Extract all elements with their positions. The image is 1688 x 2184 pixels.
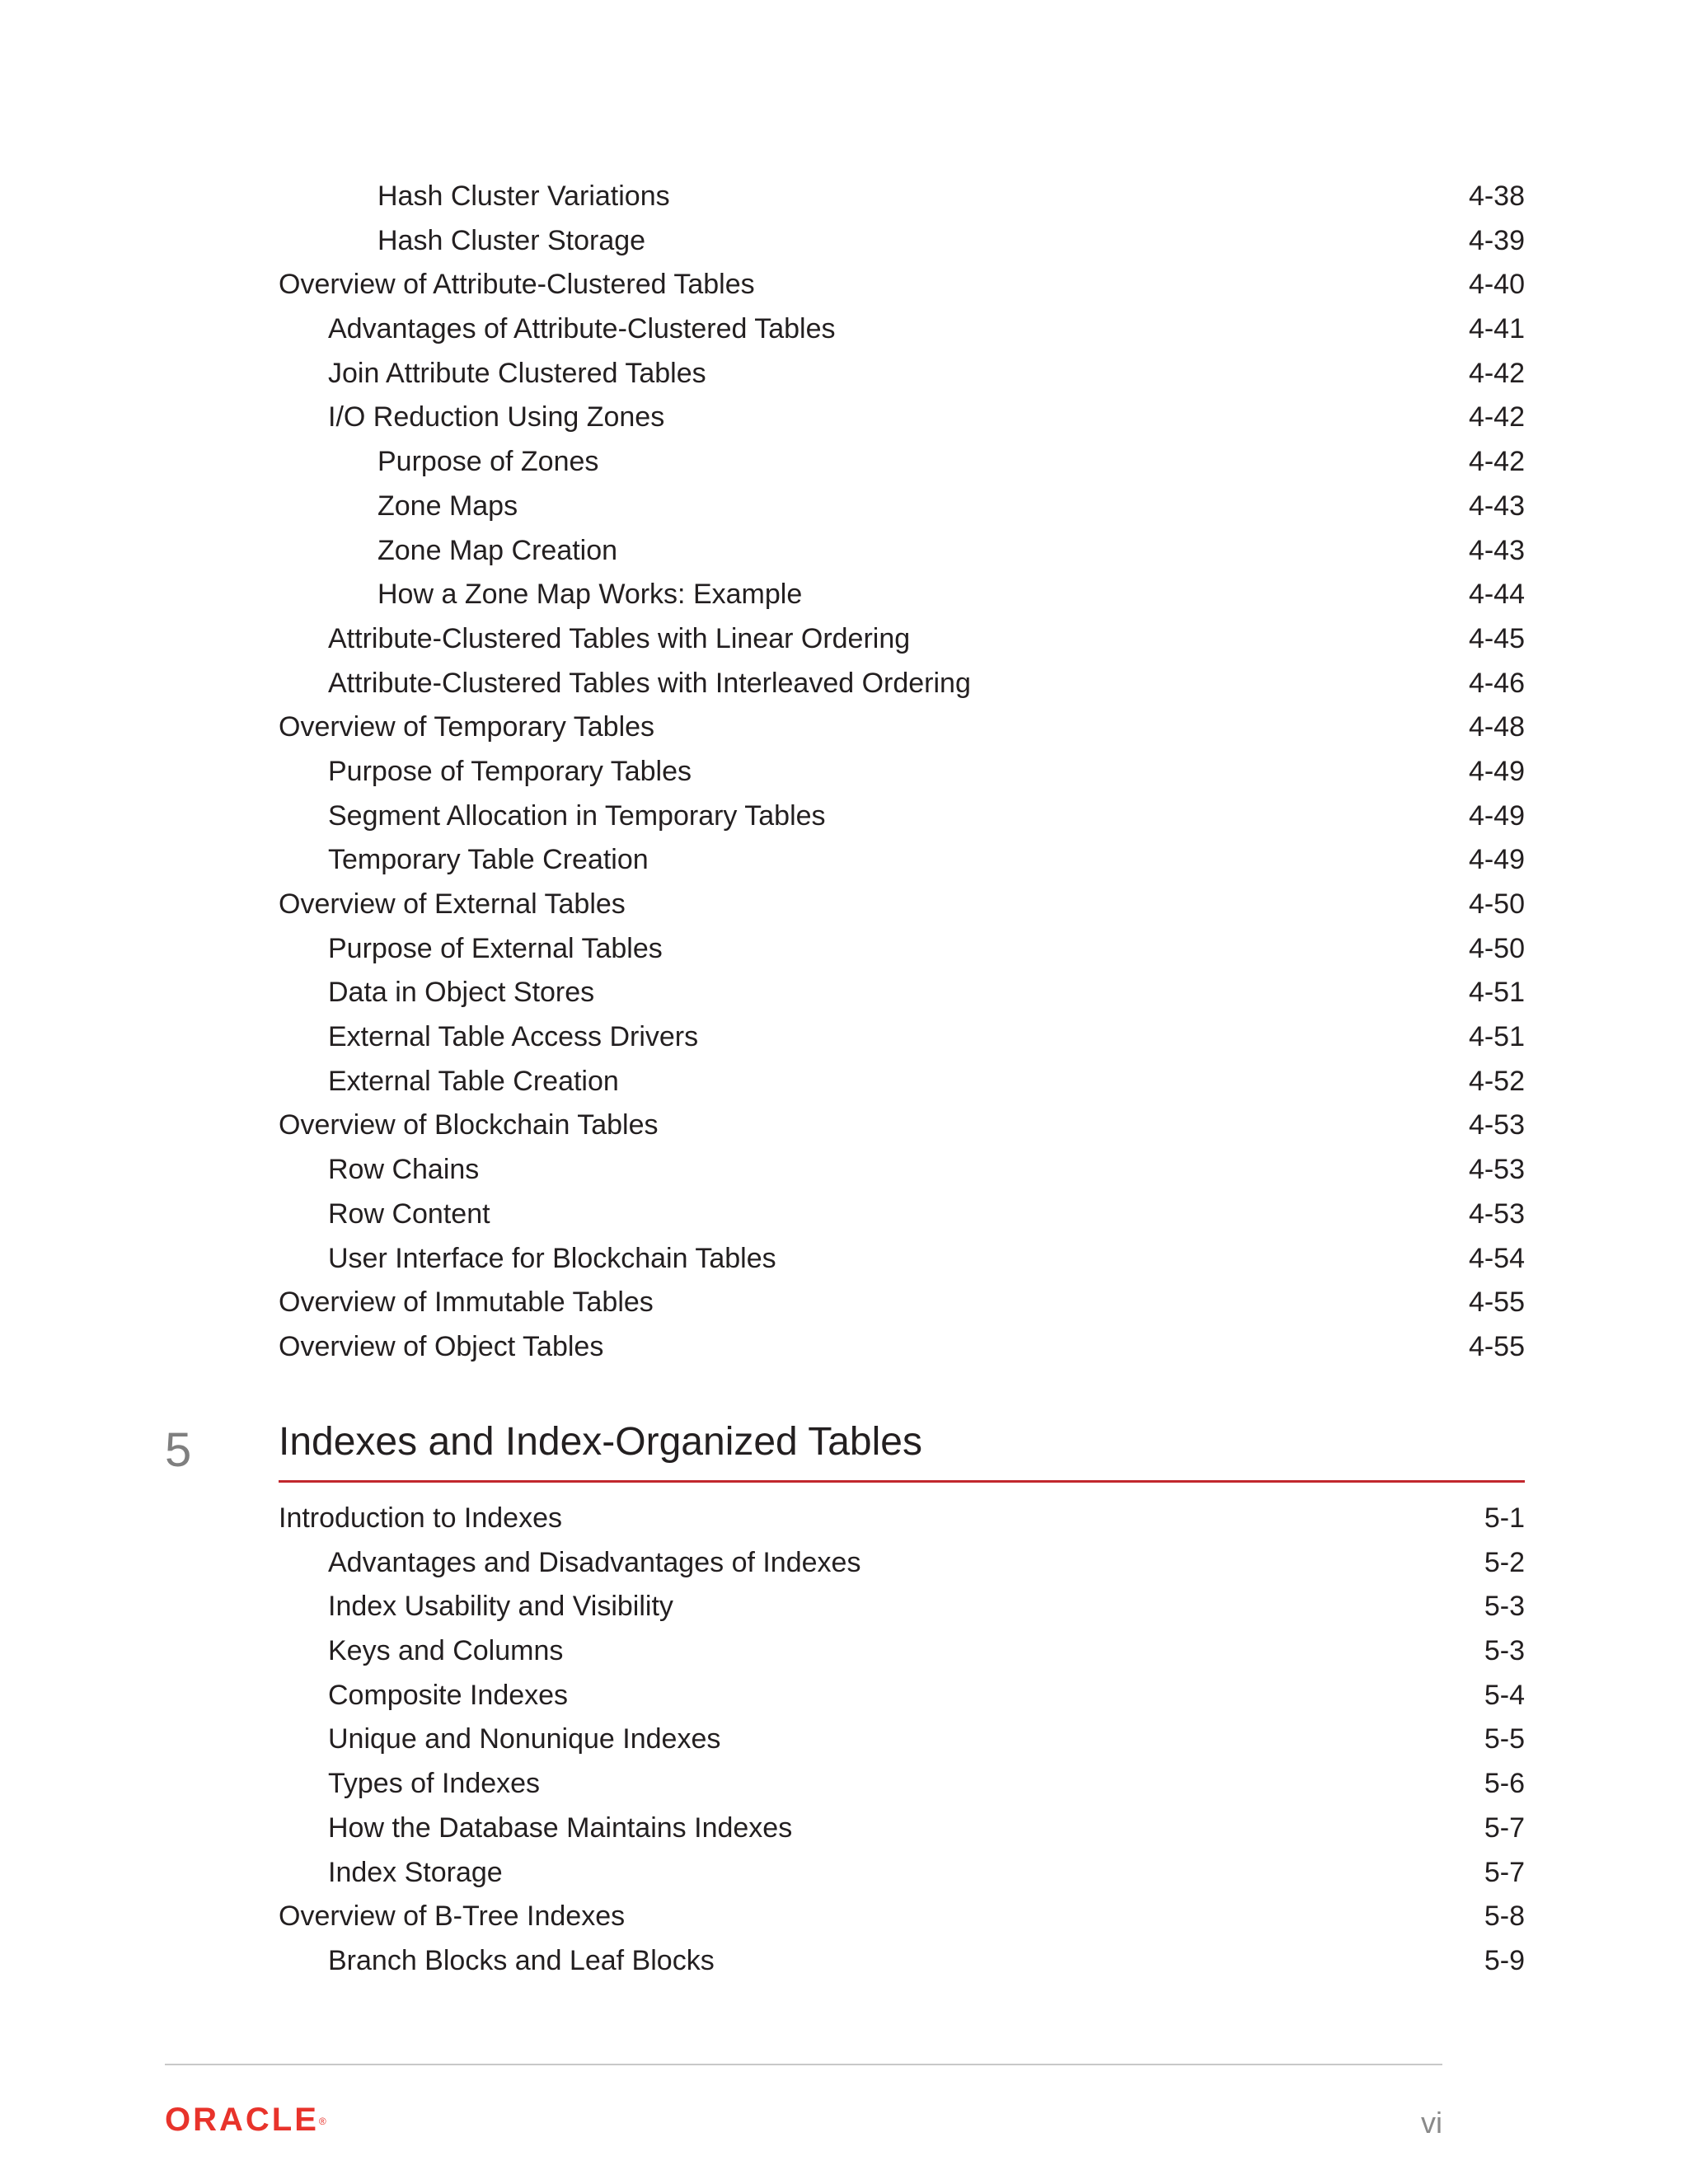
- toc-entry[interactable]: [279, 1015, 1525, 1060]
- toc-entry-title[interactable]: Index Usability and Visibility: [328, 1591, 673, 1623]
- toc-entry-title[interactable]: Types of Indexes: [328, 1768, 541, 1800]
- toc-entry-page[interactable]: 5-4: [1484, 1679, 1525, 1711]
- toc-entry[interactable]: [279, 263, 1525, 307]
- toc-entry-title[interactable]: Keys and Columns: [328, 1635, 564, 1667]
- toc-entry[interactable]: [279, 352, 1525, 396]
- toc-entry[interactable]: [279, 307, 1525, 352]
- toc-entry-page[interactable]: 5-3: [1484, 1635, 1525, 1667]
- toc-entry[interactable]: [279, 1585, 1525, 1629]
- toc-entry-page[interactable]: 4-41: [1468, 313, 1525, 345]
- toc-entry[interactable]: [279, 705, 1525, 750]
- toc-entry[interactable]: [279, 1237, 1525, 1282]
- toc-entry[interactable]: [279, 750, 1525, 794]
- toc-entry[interactable]: [279, 1497, 1525, 1541]
- toc-entry-page[interactable]: 4-42: [1468, 357, 1525, 389]
- toc-entry-title[interactable]: Zone Maps: [377, 490, 518, 522]
- chapter-header: [165, 1413, 1525, 1488]
- toc-entry-title[interactable]: Unique and Nonunique Indexes: [328, 1723, 721, 1755]
- toc-entry-title[interactable]: Introduction to Indexes: [279, 1502, 563, 1534]
- toc-entry[interactable]: [279, 1851, 1525, 1896]
- toc-entry-page[interactable]: 4-49: [1468, 844, 1525, 876]
- oracle-logo: [165, 2100, 326, 2139]
- toc-entry[interactable]: [279, 396, 1525, 440]
- toc-entry[interactable]: [279, 838, 1525, 883]
- toc-entry-title[interactable]: Purpose of Temporary Tables: [328, 755, 692, 787]
- toc-entry-page[interactable]: 4-49: [1468, 799, 1525, 832]
- toc-entry[interactable]: [279, 529, 1525, 574]
- toc-entry-page[interactable]: 4-49: [1468, 755, 1525, 787]
- toc-entry-title[interactable]: External Table Creation: [328, 1065, 619, 1097]
- toc-entry-title[interactable]: Row Content: [328, 1197, 490, 1230]
- toc-entry-title[interactable]: Advantages and Disadvantages of Indexes: [328, 1546, 861, 1578]
- toc-entry-page[interactable]: 4-51: [1468, 1021, 1525, 1053]
- toc-entry-page[interactable]: 5-9: [1484, 1944, 1525, 1976]
- toc-entry-title[interactable]: How a Zone Map Works: Example: [377, 579, 803, 611]
- toc-entry-page[interactable]: 4-50: [1468, 932, 1525, 964]
- toc-entry-page[interactable]: 4-43: [1468, 534, 1525, 566]
- toc-entry-title[interactable]: Overview of External Tables: [279, 888, 626, 920]
- toc-entry-page[interactable]: 5-7: [1484, 1811, 1525, 1844]
- toc-entry-title[interactable]: Purpose of External Tables: [328, 932, 663, 964]
- toc-entry-title[interactable]: Overview of Immutable Tables: [279, 1286, 654, 1319]
- toc-entry-page[interactable]: 4-52: [1468, 1065, 1525, 1097]
- toc-entry-page[interactable]: 4-55: [1468, 1330, 1525, 1362]
- toc-entry[interactable]: [279, 883, 1525, 927]
- toc-entry-page[interactable]: 5-7: [1484, 1856, 1525, 1888]
- toc-entry[interactable]: [279, 1148, 1525, 1193]
- chapter-divider: [279, 1480, 1525, 1483]
- toc-entry[interactable]: [279, 1193, 1525, 1237]
- toc-entry-page[interactable]: 4-44: [1468, 579, 1525, 611]
- toc-entry[interactable]: [279, 485, 1525, 529]
- toc-entry-page[interactable]: 4-54: [1468, 1242, 1525, 1274]
- toc-entry-page[interactable]: 4-51: [1468, 977, 1525, 1009]
- toc-entry-title[interactable]: User Interface for Blockchain Tables: [328, 1242, 776, 1274]
- toc-entry[interactable]: [279, 175, 1525, 219]
- toc-entry-page[interactable]: 4-42: [1468, 401, 1525, 434]
- toc-entry-title[interactable]: Data in Object Stores: [328, 977, 595, 1009]
- toc-entry-title[interactable]: Overview of Temporary Tables: [279, 711, 655, 743]
- toc-list-continued: [279, 175, 1525, 1370]
- toc-entry-title[interactable]: Hash Cluster Variations: [377, 180, 670, 212]
- toc-entry[interactable]: [279, 1060, 1525, 1104]
- toc-entry-page[interactable]: 4-43: [1468, 490, 1525, 522]
- toc-entry-title[interactable]: Attribute-Clustered Tables with Interleaved Ordering: [328, 667, 971, 699]
- toc-entry[interactable]: [279, 1895, 1525, 1939]
- toc-entry-title[interactable]: Attribute-Clustered Tables with Linear Ordering: [328, 622, 911, 654]
- toc-entry-page[interactable]: 5-8: [1484, 1900, 1525, 1933]
- toc-entry-page[interactable]: 4-55: [1468, 1286, 1525, 1319]
- toc-entry-page[interactable]: 4-53: [1468, 1154, 1525, 1186]
- page-number: vi: [1421, 2106, 1442, 2139]
- toc-entry[interactable]: [279, 219, 1525, 264]
- toc-entry[interactable]: [279, 927, 1525, 972]
- toc-entry-title[interactable]: Overview of Object Tables: [279, 1330, 604, 1362]
- toc-entry-title[interactable]: I/O Reduction Using Zones: [328, 401, 665, 434]
- toc-entry-page[interactable]: 5-5: [1484, 1723, 1525, 1755]
- toc-entry[interactable]: [279, 1629, 1525, 1674]
- toc-entry-title[interactable]: Index Storage: [328, 1856, 503, 1888]
- toc-entry-page[interactable]: 4-40: [1468, 269, 1525, 301]
- toc-entry-page[interactable]: 4-53: [1468, 1197, 1525, 1230]
- toc-entry-page[interactable]: 4-48: [1468, 711, 1525, 743]
- toc-entry[interactable]: [279, 1939, 1525, 1984]
- toc-entry-title[interactable]: Overview of B-Tree Indexes: [279, 1900, 626, 1933]
- toc-entry-title[interactable]: Overview of Attribute-Clustered Tables: [279, 269, 755, 301]
- toc-entry-page[interactable]: 4-39: [1468, 224, 1525, 256]
- toc-entry[interactable]: [279, 971, 1525, 1015]
- toc-entry-title[interactable]: Branch Blocks and Leaf Blocks: [328, 1944, 715, 1976]
- toc-entry[interactable]: [279, 440, 1525, 485]
- toc-entry-page[interactable]: 5-2: [1484, 1546, 1525, 1578]
- toc-entry-title[interactable]: Zone Map Creation: [377, 534, 618, 566]
- toc-entry-title[interactable]: Hash Cluster Storage: [377, 224, 646, 256]
- toc-entry-page[interactable]: 4-42: [1468, 446, 1525, 478]
- toc-entry-title[interactable]: Temporary Table Creation: [328, 844, 649, 876]
- toc-entry[interactable]: [279, 662, 1525, 706]
- toc-entry-page[interactable]: 4-45: [1468, 622, 1525, 654]
- chapter-title[interactable]: Indexes and Index-Organized Tables: [279, 1420, 922, 1464]
- toc-entry-title[interactable]: Row Chains: [328, 1154, 480, 1186]
- toc-entry-page[interactable]: 5-1: [1484, 1502, 1525, 1534]
- registered-mark: ®: [318, 2116, 326, 2127]
- toc-entry[interactable]: [279, 794, 1525, 839]
- toc-entry[interactable]: [279, 1762, 1525, 1807]
- toc-entry-page[interactable]: 5-3: [1484, 1591, 1525, 1623]
- toc-entry[interactable]: [279, 1325, 1525, 1370]
- toc-entry-title[interactable]: Composite Indexes: [328, 1679, 569, 1711]
- toc-entry-page[interactable]: 4-53: [1468, 1109, 1525, 1141]
- toc-entry[interactable]: [279, 1541, 1525, 1586]
- toc-entry-title[interactable]: Segment Allocation in Temporary Tables: [328, 799, 826, 832]
- toc-entry[interactable]: [279, 1281, 1525, 1325]
- footer-divider: [165, 2064, 1442, 2065]
- toc-entry-title[interactable]: Join Attribute Clustered Tables: [328, 357, 706, 389]
- toc-entry[interactable]: [279, 1674, 1525, 1718]
- toc-entry[interactable]: [279, 1104, 1525, 1148]
- toc-entry-title[interactable]: Purpose of Zones: [377, 446, 599, 478]
- toc-entry[interactable]: [279, 617, 1525, 662]
- toc-entry[interactable]: [279, 573, 1525, 617]
- toc-entry-page[interactable]: 4-38: [1468, 180, 1525, 212]
- chapter-number: 5: [165, 1423, 192, 1477]
- toc-entry[interactable]: [279, 1718, 1525, 1762]
- toc-entry-page[interactable]: 4-46: [1468, 667, 1525, 699]
- toc-entry[interactable]: [279, 1807, 1525, 1851]
- toc-entry-title[interactable]: External Table Access Drivers: [328, 1021, 699, 1053]
- oracle-logo-text: ORACLE: [165, 2102, 319, 2138]
- toc-entry-page[interactable]: 5-6: [1484, 1768, 1525, 1800]
- toc-entry-title[interactable]: Advantages of Attribute-Clustered Tables: [328, 313, 836, 345]
- toc-entry-title[interactable]: Overview of Blockchain Tables: [279, 1109, 659, 1141]
- toc-entry-page[interactable]: 4-50: [1468, 888, 1525, 920]
- toc-entry-title[interactable]: How the Database Maintains Indexes: [328, 1811, 793, 1844]
- toc-list-chapter-5: [279, 1497, 1525, 1984]
